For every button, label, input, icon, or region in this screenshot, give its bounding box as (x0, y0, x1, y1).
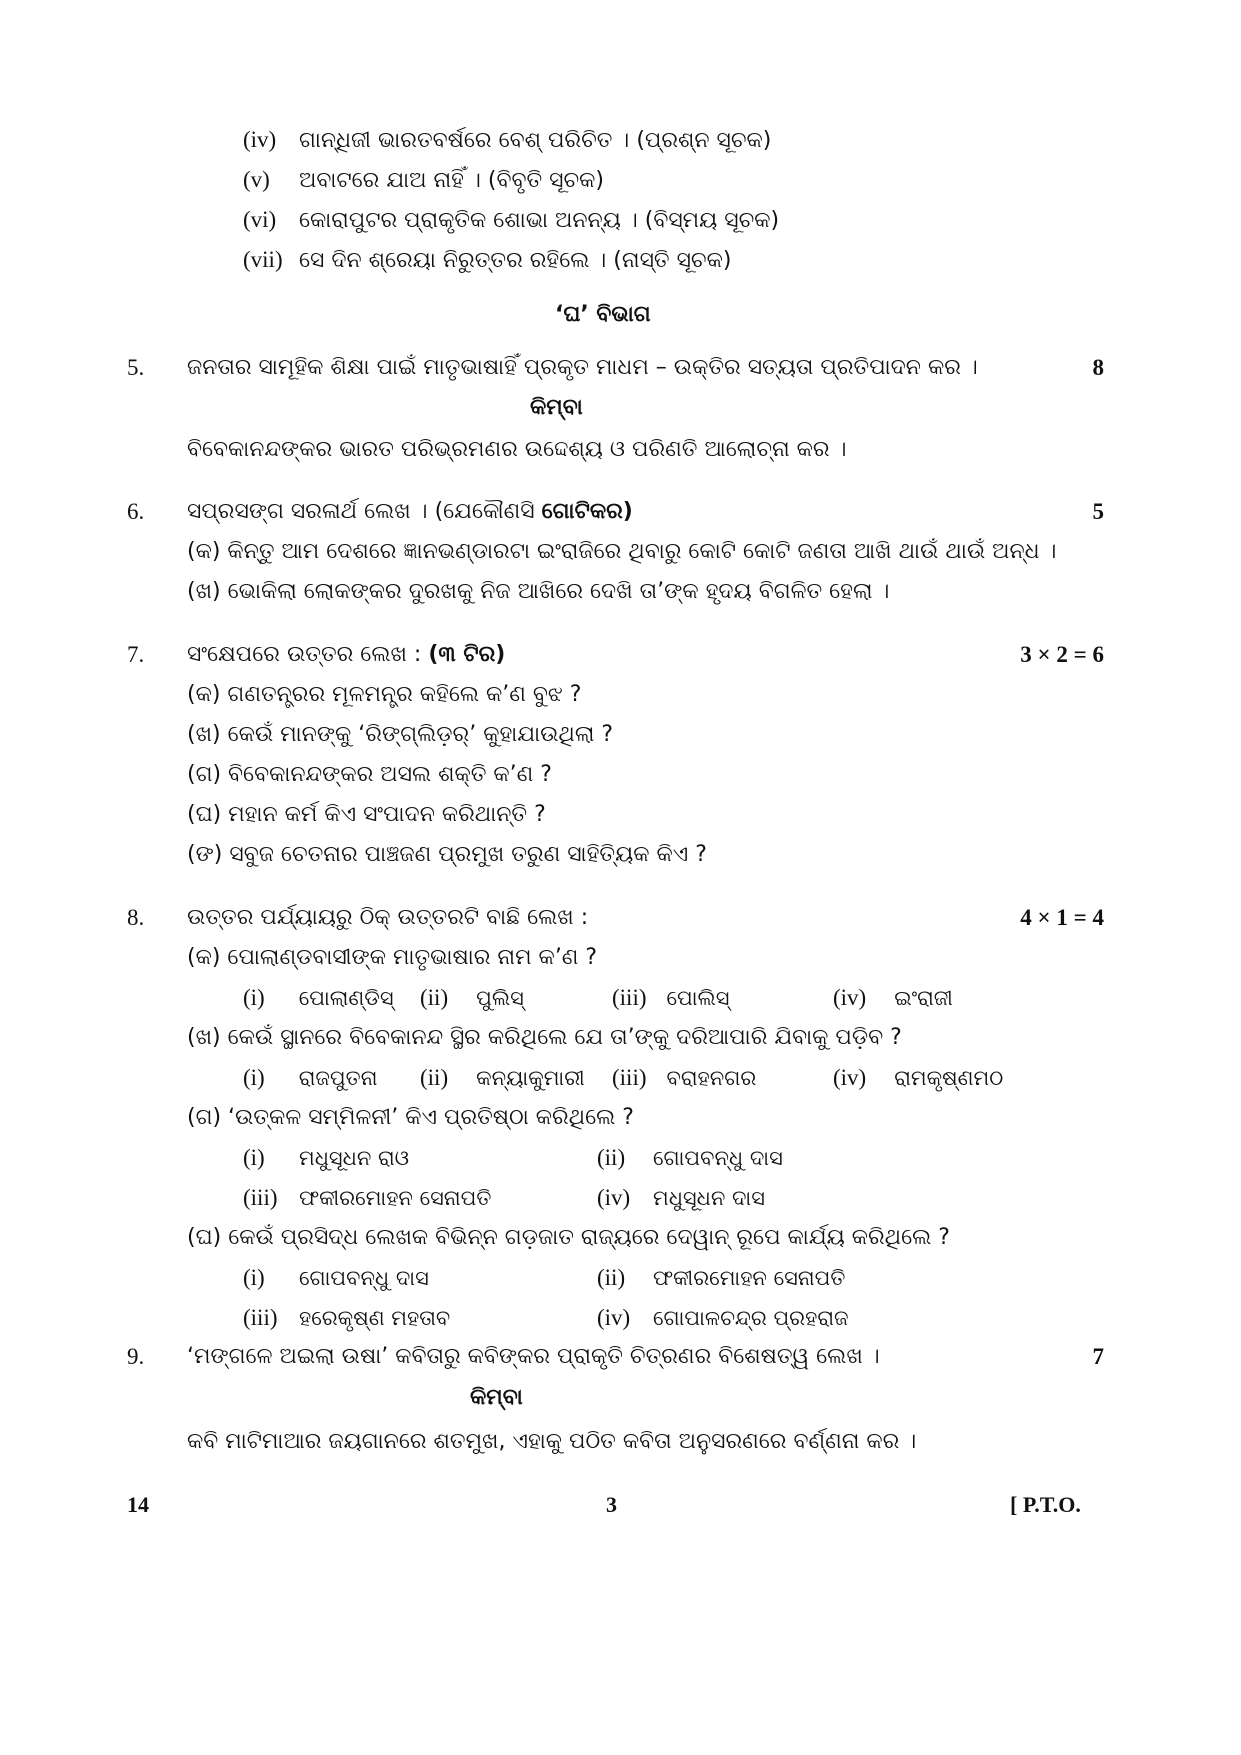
q9-marks: 7 (1092, 1344, 1104, 1369)
q5-text: ଜନତାର ସାମୂହିକ ଶିକ୍ଷା ପାଇଁ ମାତୃଭାଷାହିଁ ପ୍ରକୃତ ମାଧମ – ଉକ୍ତିର ସତ୍ୟତା ପ୍ରତିପାଦନ କର । (187, 355, 978, 380)
q8-marks: 4 × 1 = 4 (1020, 905, 1104, 930)
item-text: ଗାନ୍ଧିଜୀ ଭାରତବର୍ଷରେ ବେଶ୍ ପରିଚିତ । (ପ୍ରଶ୍ନ ସୂଚକ) (299, 128, 772, 153)
option-number: (iii) (243, 1185, 278, 1210)
q7-item-ka: (କ) ଗଣତନ୍ତ୍ରର ମୂଳମନ୍ତ୍ର କହିଲେ କ’ଣ ବୁଝ ? (187, 682, 582, 707)
q8c-option-iii (243, 1183, 491, 1213)
q7-number: 7. (127, 642, 145, 667)
option-number: (iv) (833, 1065, 867, 1090)
q6-text (187, 497, 633, 527)
option-text: ଫକୀରମୋହନ ସେନାପତି (299, 1186, 492, 1210)
item-vii (243, 245, 731, 276)
option-text: ଗୋପବନ୍ଧୁ ଦାସ (299, 1266, 429, 1290)
page-number: 3 (606, 1492, 617, 1517)
option-number: (i) (243, 1265, 265, 1290)
option-number: (ii) (420, 1065, 449, 1090)
q5-number: 5. (127, 355, 145, 380)
item-number: (vi) (243, 207, 277, 232)
option-text: କନ୍ୟାକୁମାରୀ (476, 1066, 585, 1090)
q8c-option-i (243, 1143, 409, 1173)
option-text: ପୋଲାଣ୍ଡିସ୍ (298, 986, 394, 1010)
option-text: ପୋଲିସ୍ (666, 986, 730, 1010)
option-text: ରାମକୃଷ୍ଣମଠ (894, 1066, 1004, 1090)
item-text: କୋରାପୁଟର ପ୍ରାକୃତିକ ଶୋଭା ଅନନ୍ୟ । (ବିସ୍ମୟ ସୂଚକ) (299, 208, 780, 233)
option-number: (i) (243, 1145, 265, 1170)
option-number: (ii) (597, 1145, 626, 1170)
option-text: ମଧୁସୂଧନ ଦାସ (653, 1186, 765, 1210)
q8c-option-ii (597, 1143, 783, 1173)
q7-text-main: ସଂକ୍ଷେପରେ ଉତ୍ତର ଲେଖ : (187, 642, 429, 667)
q8c-option-iv (597, 1183, 765, 1213)
q8a-question: (କ) ପୋଲାଣ୍ଡବାସୀଙ୍କ ମାତୃଭାଷାର ନାମ କ’ଣ ? (187, 945, 598, 970)
option-text: ପୁଲିସ୍ (476, 986, 524, 1010)
option-text: ମଧୁସୂଧନ ରାଓ (299, 1146, 410, 1170)
option-number: (iii) (612, 1065, 647, 1090)
option-text: ରାଜପୁତନା (298, 1066, 378, 1090)
q5-alt-text: ବିବେକାନନ୍ଦଙ୍କର ଭାରତ ପରିଭ୍ରମଣର ଉଦ୍ଦେଶ୍ୟ ଓ ପରିଣତି ଆଲୋଚ୍ନା କର । (187, 437, 847, 462)
option-number: (iv) (597, 1305, 631, 1330)
option-text: ହରେକୃଷ୍ଣ ମହତାବ (299, 1306, 451, 1330)
q8b-option-iv (833, 1063, 1003, 1093)
item-text: ଅବାଟରେ ଯାଅ ନାହିଁ । (ବିବୃତି ସୂଚକ) (299, 168, 604, 193)
option-number: (iii) (612, 985, 647, 1010)
q6-marks: 5 (1092, 499, 1104, 524)
q9-alt-text: କବି ମାଟିମାଆର ଜୟଗାନରେ ଶତମୁଖ, ଏହାକୁ ପଠିତ କବିତା ଅନୁସରଣରେ ବର୍ଣ୍ଣନା କର । (187, 1429, 917, 1454)
option-number: (iv) (833, 985, 867, 1010)
q9-text: ‘ମଙ୍ଗଳେ ଅଇଲା ଉଷା’ କବିତାରୁ କବିଙ୍କର ପ୍ରାକୃତି ଚିତ୍ରଣର ବିଶେଷତ୍ୱ ଲେଖ । (187, 1344, 880, 1369)
q8-number: 8. (127, 905, 145, 930)
item-v (243, 165, 604, 196)
option-text: ଫକୀରମୋହନ ସେନାପତି (653, 1266, 846, 1290)
q6-number: 6. (127, 499, 145, 524)
item-number: (iv) (243, 127, 277, 152)
q7-item-kha: (ଖ) କେଉଁ ମାନଙ୍କୁ ‘ରିଙ୍ଗ୍‌ଲିଡ଼ର୍’ କୁହାଯାଉଥିଲା ? (187, 722, 614, 747)
q7-item-nga: (ଙ) ସବୁଜ ଚେତନାର ପାଞ୍ଚଜଣ ପ୍ରମୁଖ ତରୁଣ ସାହିତ୍ୟିକ କିଏ ? (187, 842, 707, 867)
q8b-option-iii (612, 1063, 756, 1093)
q7-marks: 3 × 2 = 6 (1020, 642, 1104, 667)
item-vi (243, 205, 779, 236)
q8b-option-i (243, 1063, 378, 1093)
option-text: ଗୋପାଳଚନ୍ଦ୍ର ପ୍ରହରାଜ (653, 1306, 849, 1330)
q7-text-bold: (୩ ଟିର) (428, 642, 506, 667)
q8d-option-iv (597, 1303, 849, 1333)
item-number: (v) (243, 167, 270, 192)
q6-item-kha: (ଖ) ଭୋକିଲା ଲୋକଙ୍କର ଦୁରଖକୁ ନିଜ ଆଖିରେ ଦେଖି ତା’ଙ୍କ ହୃଦୟ ବିଗଳିତ ହେଲା । (187, 579, 890, 604)
q8d-option-iii (243, 1303, 450, 1333)
item-number: (vii) (243, 247, 283, 272)
q8a-option-i (243, 983, 394, 1013)
q9-or: କିମ୍ବା (470, 1385, 523, 1410)
option-number: (iii) (243, 1305, 278, 1330)
pto-label: [ P.T.O. (1010, 1492, 1081, 1517)
q8d-option-i (243, 1263, 429, 1293)
q8a-option-iii (612, 983, 729, 1013)
option-text: ଇଂରାଜୀ (894, 986, 953, 1010)
q8a-option-ii (420, 983, 524, 1013)
option-number: (iv) (597, 1185, 631, 1210)
option-number: (i) (243, 985, 265, 1010)
option-number: (ii) (420, 985, 449, 1010)
q8b-option-ii (420, 1063, 585, 1093)
section-title: ‘ଘ’ ବିଭାଗ (555, 302, 651, 327)
option-number: (ii) (597, 1265, 626, 1290)
q6-text-main: ସପ୍ରସଙ୍ଗ ସରଳାର୍ଥ ଲେଖ । (ଯେକୌଣସି (187, 499, 542, 524)
footer-code: 14 (127, 1492, 149, 1517)
q7-item-gha: (ଘ) ମହାନ କର୍ମ କିଏ ସଂପାଦନ କରିଥାନ୍ତି ? (187, 802, 546, 827)
option-text: ବରାହନଗର (666, 1066, 757, 1090)
q8d-option-ii (597, 1263, 845, 1293)
q5-or: କିମ୍ବା (530, 395, 583, 420)
option-text: ଗୋପବନ୍ଧୁ ଦାସ (653, 1146, 783, 1170)
q8b-question: (ଖ) କେଉଁ ସ୍ଥାନରେ ବିବେକାନନ୍ଦ ସ୍ଥିର କରିଥିଲେ ଯେ ତା’ଙ୍କୁ ଦରିଆପାରି ଯିବାକୁ ପଡ଼ିବ ? (187, 1025, 902, 1050)
item-text: ସେ ଦିନ ଶ୍ରେୟା ନିରୁତ୍ତର ରହିଲେ । (ନାସ୍ତି ସୂଚକ) (299, 248, 732, 273)
q8c-question: (ଗ) ‘ଉତ୍କଳ ସମ୍ମିଳନୀ’ କିଏ ପ୍ରତିଷ୍ଠା କରିଥିଲେ ? (187, 1105, 634, 1130)
q7-item-ga: (ଗ) ବିବେକାନନ୍ଦଙ୍କର ଅସଲ ଶକ୍ତି କ’ଣ ? (187, 762, 552, 787)
q6-text-bold: ଗୋଟିକର) (541, 499, 633, 524)
q9-number: 9. (127, 1344, 145, 1369)
q8a-option-iv (833, 983, 953, 1013)
q8-text: ଉତ୍ତର ପର୍ଯ୍ୟାୟରୁ ଠିକ୍ ଉତ୍ତରଟି ବାଛି ଲେଖ : (187, 905, 589, 930)
item-iv (243, 125, 771, 156)
q5-marks: 8 (1092, 355, 1104, 380)
q8d-question: (ଘ) କେଉଁ ପ୍ରସିଦ୍ଧ ଲେଖକ ବିଭିନ୍ନ ଗଡ଼ଜାତ ରାଜ୍ୟରେ ଦେୱାନ୍ ରୂପେ କାର୍ଯ୍ୟ କରିଥିଲେ ? (187, 1225, 950, 1250)
q7-text (187, 640, 505, 670)
option-number: (i) (243, 1065, 265, 1090)
q6-item-ka: (କ) କିନ୍ତୁ ଆମ ଦେଶରେ ଜ୍ଞାନଭଣ୍ଡାରଟା ଇଂରାଜିରେ ଥିବାରୁ କୋଟି କୋଟି ଜଣତା ଆଖି ଥାଉଁ ଥାଉଁ ଅନ୍ଧ । (187, 539, 1057, 564)
